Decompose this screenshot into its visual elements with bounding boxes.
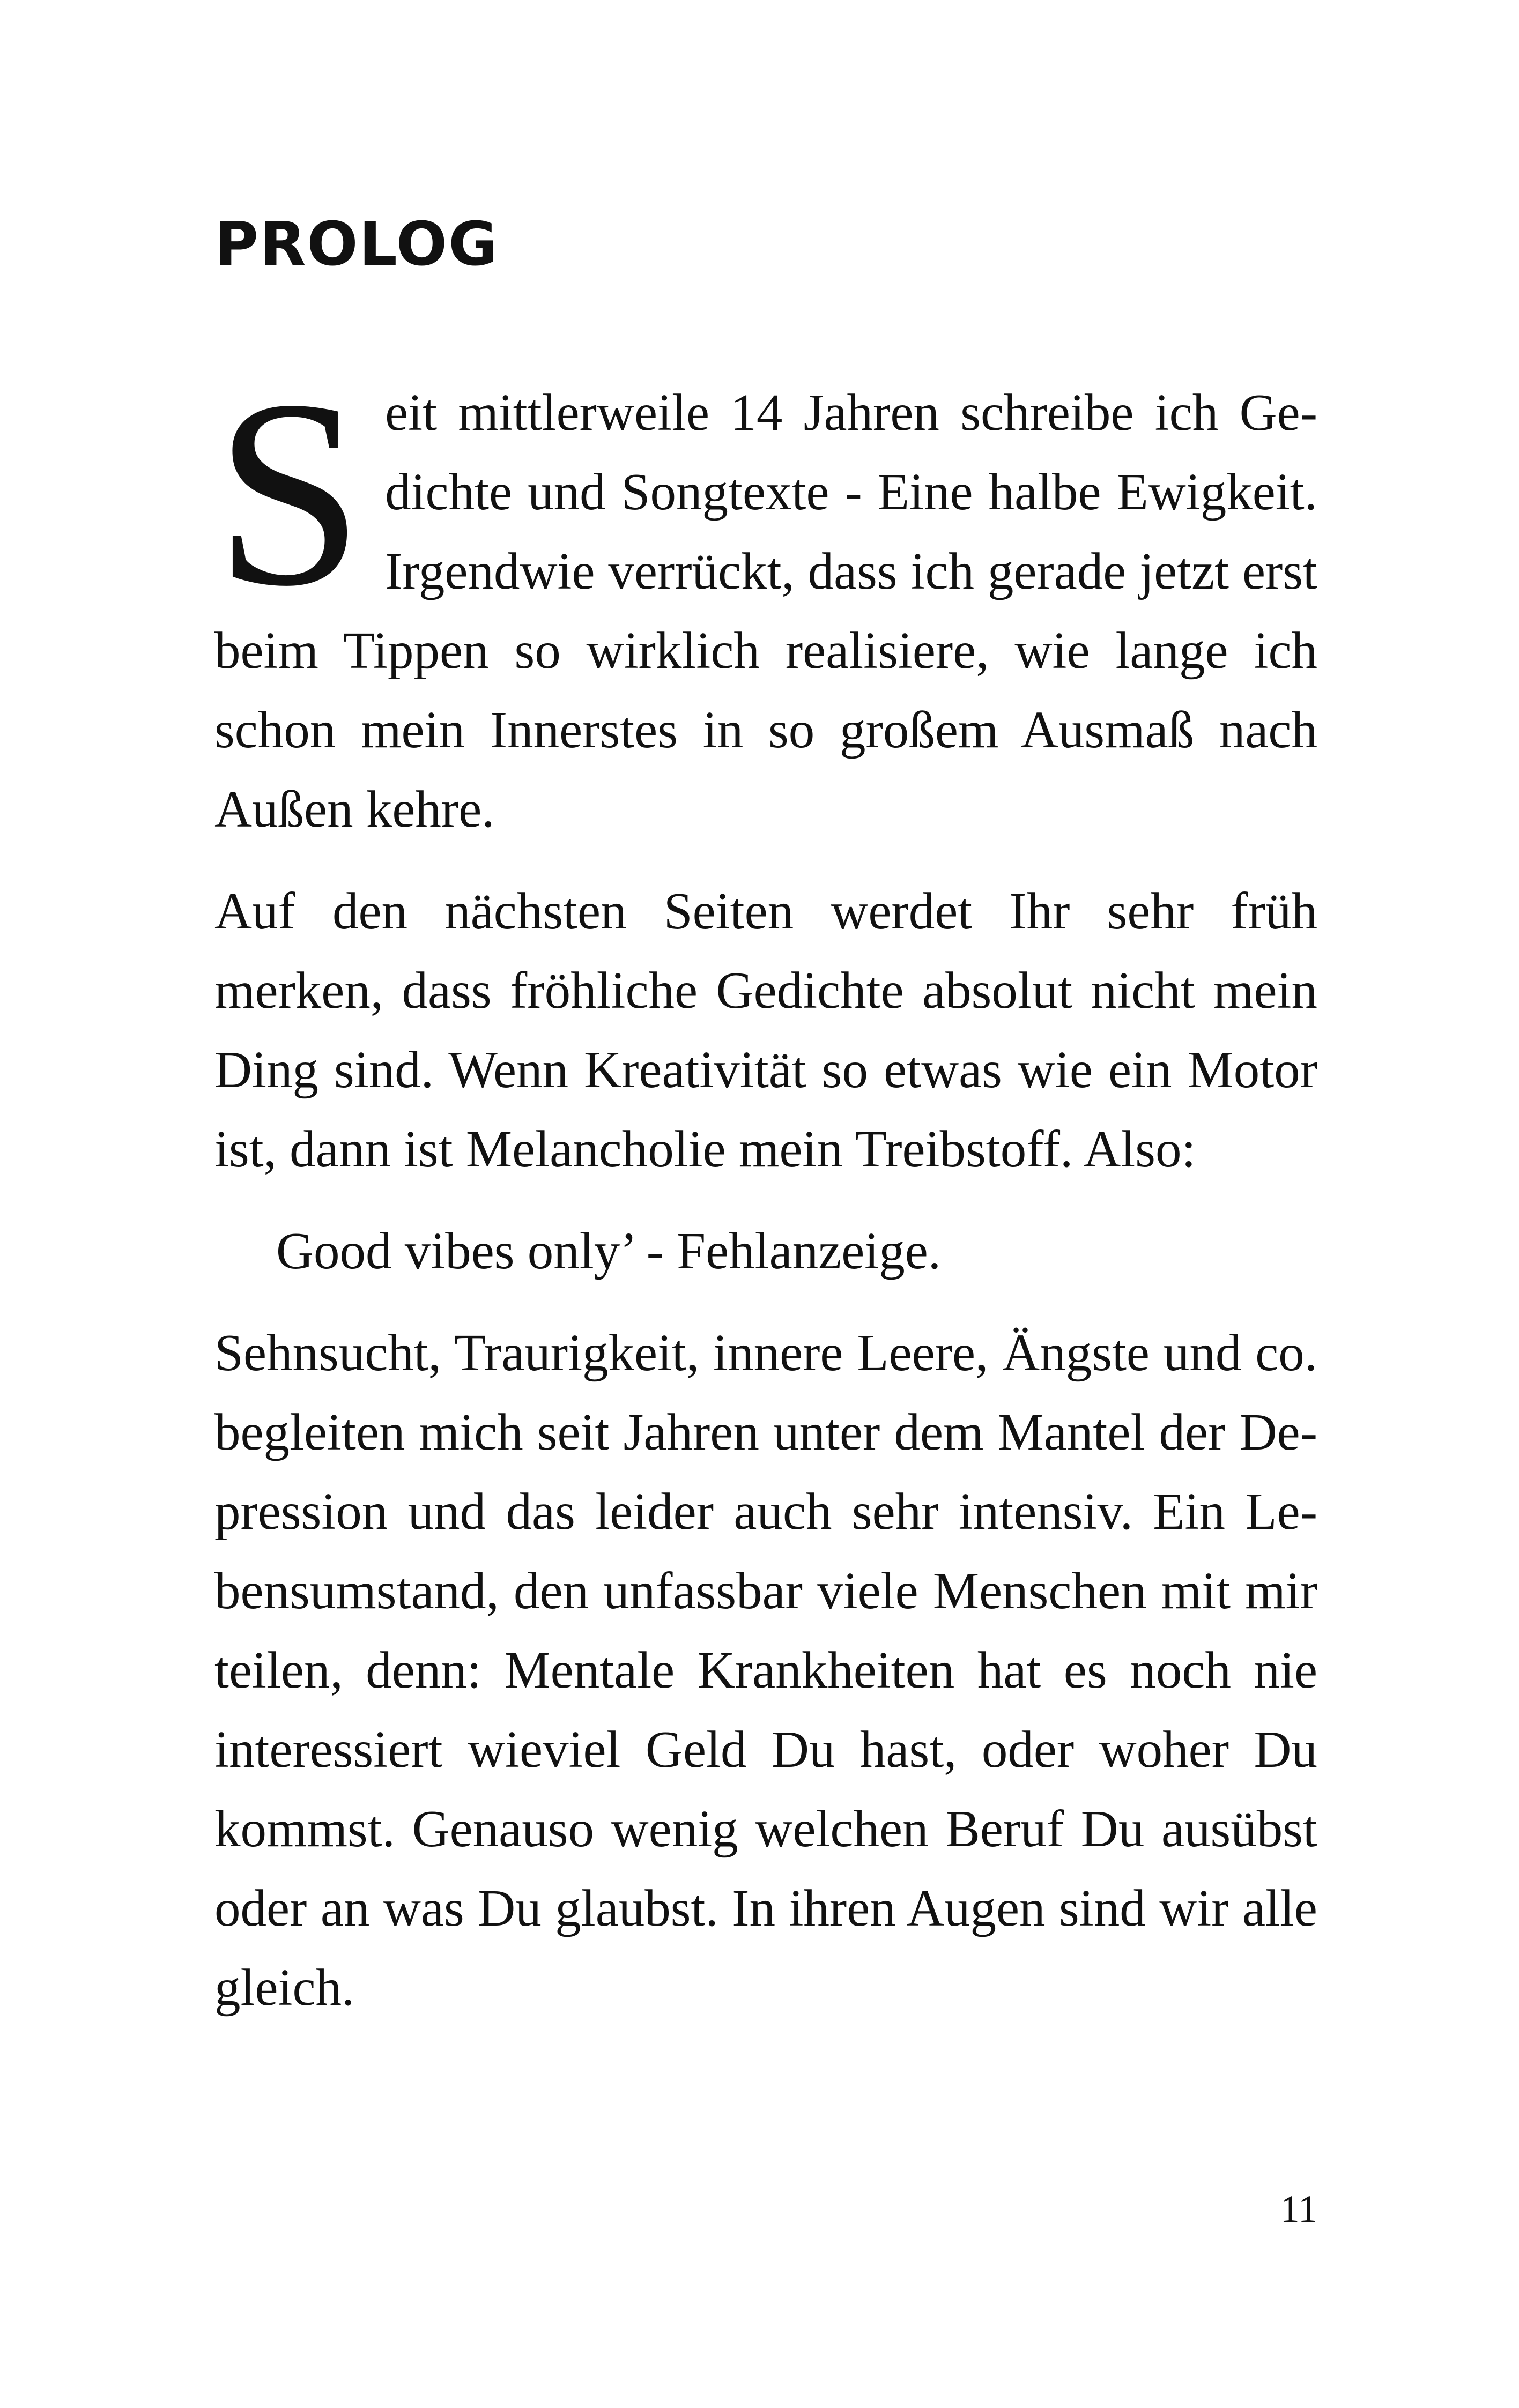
drop-cap: S xyxy=(214,345,364,642)
paragraph-4: Sehnsucht, Traurigkeit, innere Leere, Ängste und co. begleiten mich seit Jahren unter dem Mantel der Depression und das leider auch sehr intensiv. Ein Lebensumstand, den unfassbar viele Menschen mit mir teilen, denn: Mentale Krankheiten hat es noch nie interessiert wieviel Geld Du hast, oder woher Du kommst. Genauso wenig welchen Beruf Du ausübst oder an was Du glaubst. In ihren Augen sind wir alle gleich. xyxy=(214,1324,1317,2016)
paragraph-3: Good vibes only’ - Fehlanzeige. xyxy=(276,1222,942,1280)
paragraph-1 xyxy=(214,345,1317,849)
chapter-title: PROLOG xyxy=(214,210,499,279)
page-number: 11 xyxy=(1280,2188,1317,2231)
paragraph-1-text: eit mittlerweile 14 Jahren schreibe ich Gedichte und Songtexte - Eine halbe Ewigkeit. Irgendwie verrückt, dass ich gerade jetzt erst beim Tippen so wirklich realisiere, wie lange ich schon mein Innerstes in so großem Ausmaß nach Außen kehre. xyxy=(214,384,1317,838)
paragraph-2: Auf den nächsten Seiten werdet Ihr sehr früh merken, dass fröhliche Gedichte absolut nicht mein Ding sind. Wenn Kreativität so etwas wie ein Motor ist, dann ist Melancholie mein Treibstoff. Also: xyxy=(214,882,1317,1178)
body-text xyxy=(214,345,1317,2050)
